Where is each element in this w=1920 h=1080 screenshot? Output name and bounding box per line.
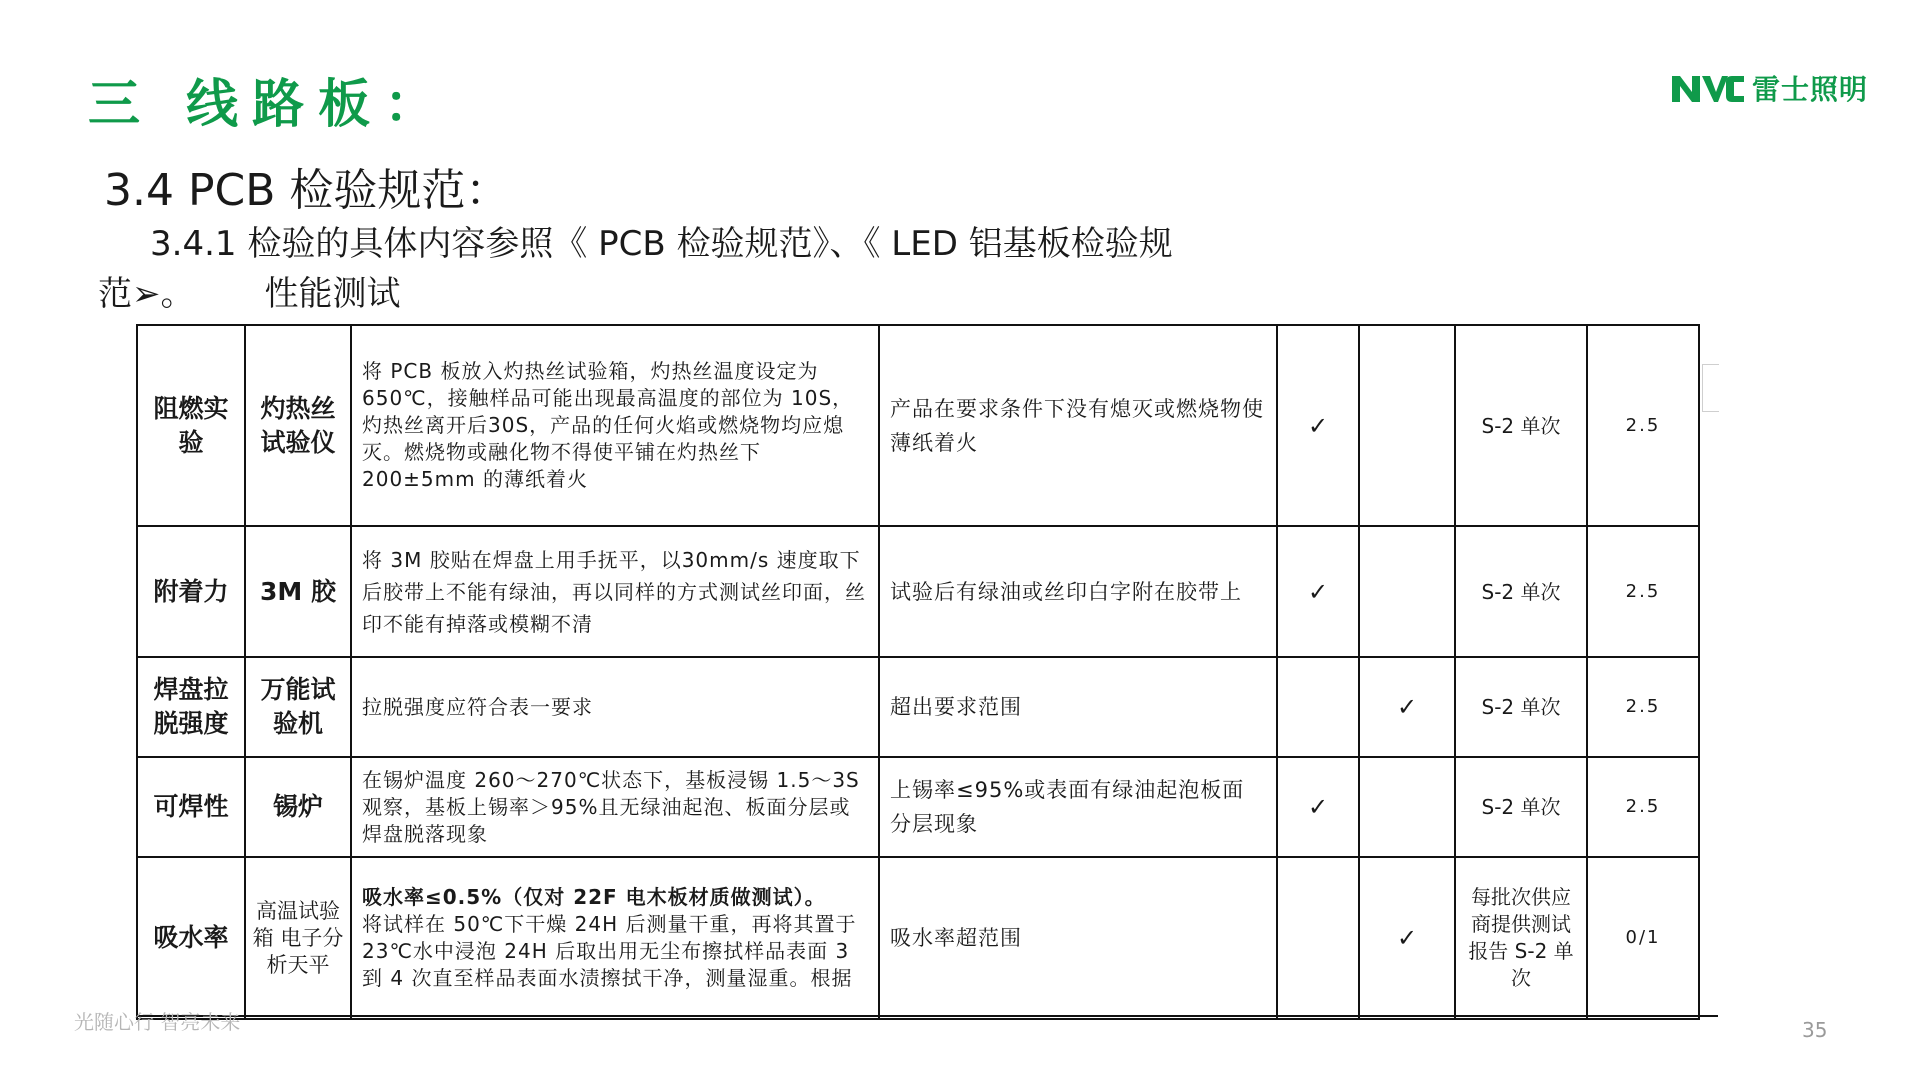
test-equipment-cell: 锡炉 — [245, 757, 351, 857]
table-row — [137, 526, 1699, 657]
test-item-cell: 焊盘拉脱强度 — [137, 657, 245, 757]
sampling-level-cell: S-2 单次 — [1455, 526, 1587, 657]
check-mark-cell: ✓ — [1277, 526, 1359, 657]
test-method-cell: 将 3M 胶贴在焊盘上用手抚平，以30mm/s 速度取下后胶带上不能有绿油，再以同样的方式测试丝印面，丝印不能有掉落或模糊不清 — [351, 526, 879, 657]
sampling-level-cell: S-2 单次 — [1455, 657, 1587, 757]
test-equipment-cell: 3M 胶 — [245, 526, 351, 657]
test-item-cell: 阻燃实验 — [137, 325, 245, 526]
section-heading: 3.4 PCB 检验规范： — [104, 165, 510, 216]
check-mark-cell — [1277, 657, 1359, 757]
test-method-cell: 拉脱强度应符合表一要求 — [351, 657, 879, 757]
aql-cell: 2.5 — [1587, 325, 1699, 526]
test-equipment-cell: 灼热丝试验仪 — [245, 325, 351, 526]
test-item-cell: 附着力 — [137, 526, 245, 657]
sampling-level-cell: S-2 单次 — [1455, 757, 1587, 857]
reject-criteria-cell: 产品在要求条件下没有熄灭或燃烧物使薄纸着火 — [879, 325, 1277, 526]
sampling-level-cell: S-2 单次 — [1455, 325, 1587, 526]
check-mark-cell — [1359, 325, 1455, 526]
reject-criteria-cell: 上锡率≤95%或表面有绿油起泡板面分层现象 — [879, 757, 1277, 857]
aql-cell: 2.5 — [1587, 757, 1699, 857]
test-item-cell: 吸水率 — [137, 857, 245, 1019]
aql-cell: 2.5 — [1587, 657, 1699, 757]
test-item-cell: 可焊性 — [137, 757, 245, 857]
check-mark-cell: ✓ — [1277, 757, 1359, 857]
check-mark-cell: ✓ — [1359, 857, 1455, 1019]
paragraph-line-1: 3.4.1 检验的具体内容参照《 PCB 检验规范》、《 LED 铝基板检验规 — [150, 224, 1173, 264]
aql-cell: 2.5 — [1587, 526, 1699, 657]
slide-title: 三 线路板： — [88, 75, 451, 135]
test-method-cell — [351, 857, 879, 1019]
aql-cell: 0/1 — [1587, 857, 1699, 1019]
sampling-level-cell: 每批次供应商提供测试报告 S-2 单次 — [1455, 857, 1587, 1019]
footer-slogan: 光随心行 智亮未来 — [74, 1010, 241, 1034]
nvc-logo-icon — [1670, 72, 1746, 104]
table-bottom-border — [136, 1015, 1718, 1017]
check-mark-cell: ✓ — [1277, 325, 1359, 526]
check-mark-cell — [1277, 857, 1359, 1019]
inspection-table — [136, 324, 1700, 1020]
test-equipment-cell: 万能试验机 — [245, 657, 351, 757]
table-row — [137, 757, 1699, 857]
test-method-cell: 将 PCB 板放入灼热丝试验箱，灼热丝温度设定为 650℃，接触样品可能出现最高温度的部位为 10S，灼热丝离开后30S，产品的任何火焰或燃烧物均应熄灭。燃烧物或融化物不得使平铺在灼热丝下 200±5mm 的薄纸着火 — [351, 325, 879, 526]
reject-criteria-cell: 试验后有绿油或丝印白字附在胶带上 — [879, 526, 1277, 657]
table-row — [137, 657, 1699, 757]
reject-criteria-cell: 吸水率超范围 — [879, 857, 1277, 1019]
check-mark-cell — [1359, 757, 1455, 857]
nvc-logo — [1670, 68, 1868, 108]
method-requirement-bold: 吸水率≤0.5%（仅对 22F 电木板材质做测试）。 — [362, 885, 826, 909]
check-mark-cell: ✓ — [1359, 657, 1455, 757]
table-row — [137, 325, 1699, 526]
method-procedure-text: 将试样在 50℃下干燥 24H 后测量干重，再将其置于 23℃水中浸泡 24H 后取出用无尘布擦拭样品表面 3 到 4 次直至样品表面水渍擦拭干净，测量湿重。根据 — [362, 912, 857, 990]
paragraph-line-2-prefix: 范➢。 — [98, 274, 195, 314]
test-method-cell: 在锡炉温度 260～270℃状态下，基板浸锡 1.5～3S 观察，基板上锡率＞95%且无绿油起泡、板面分层或焊盘脱落现象 — [351, 757, 879, 857]
table-row — [137, 857, 1699, 1019]
paragraph-line-2 — [98, 266, 401, 315]
logo-text: 雷士照明 — [1752, 73, 1869, 106]
reject-criteria-cell: 超出要求范围 — [879, 657, 1277, 757]
performance-test-label: 性能测试 — [264, 274, 401, 314]
page-number: 35 — [1802, 1018, 1828, 1042]
test-equipment-cell: 高温试验箱 电子分析天平 — [245, 857, 351, 1019]
table-edge-bracket — [1702, 364, 1719, 412]
check-mark-cell — [1359, 526, 1455, 657]
